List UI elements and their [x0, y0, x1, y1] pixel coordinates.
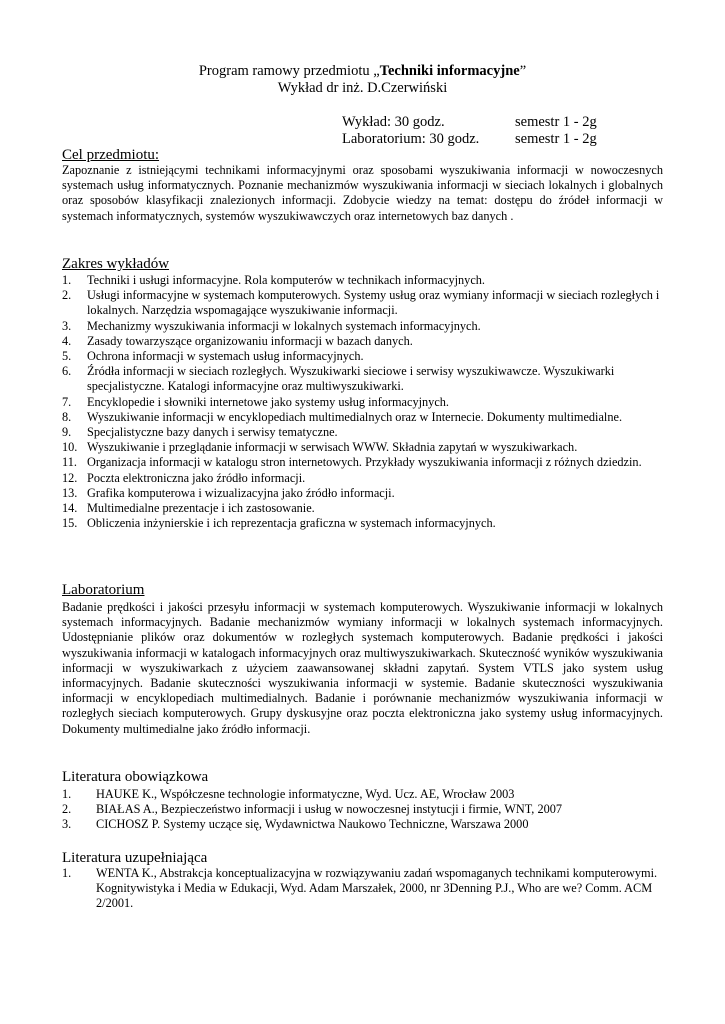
- item-number: 1.: [62, 866, 72, 880]
- item-text: Techniki i usługi informacyjne. Rola komputerów w technikach informacyjnych.: [87, 273, 485, 287]
- item-text: Multimedialne prezentacje i ich zastosowanie.: [87, 501, 315, 516]
- item-text: BIAŁAS A., Bezpieczeństwo informacji i usług w nowoczesnej instytucji i firmie, WNT, 2007: [96, 802, 563, 817]
- list-item: [62, 440, 663, 455]
- item-number: 15.: [62, 516, 78, 531]
- title-prefix: Program ramowy przedmiotu „: [198, 63, 380, 79]
- list-item: [62, 486, 663, 501]
- item-number: 3.: [62, 318, 72, 333]
- lectures-list: [62, 273, 663, 531]
- list-item: [62, 787, 663, 802]
- supplementary-literature-list: [62, 866, 663, 912]
- item-number: 12.: [62, 470, 78, 485]
- item-number: 10.: [62, 440, 78, 455]
- item-text: Encyklopedie i słowniki internetowe jako systemy usług informacyjnych.: [87, 394, 450, 409]
- item-number: 1.: [62, 787, 72, 801]
- item-number: 5.: [62, 349, 72, 364]
- list-item: [62, 349, 663, 364]
- item-text: Grafika komputerowa i wizualizacyjna jako źródło informacji.: [87, 485, 395, 500]
- lectures-heading: Zakres wykładów: [62, 256, 170, 272]
- list-item: [62, 866, 663, 912]
- list-item: [62, 395, 663, 410]
- item-number: 7.: [62, 394, 72, 409]
- item-number: 13.: [62, 485, 78, 500]
- hours-label: Wykład: 30 godz.: [342, 114, 445, 130]
- list-item: [62, 425, 663, 440]
- item-text: CICHOSZ P. Systemy uczące się, Wydawnictwa Naukowo Techniczne, Warszawa 2000: [96, 817, 529, 832]
- hours-label: Laboratorium: 30 godz.: [342, 131, 480, 147]
- item-text: Mechanizmy wyszukiwania informacji w lokalnych systemach informacyjnych.: [87, 318, 481, 333]
- item-number: 14.: [62, 501, 78, 516]
- lab-heading: Laboratorium: [62, 582, 145, 598]
- hours-row-lecture: [342, 114, 597, 131]
- hours-semester: semestr 1 - 2g: [515, 114, 597, 130]
- list-item: [62, 516, 663, 531]
- item-text: HAUKE K., Współczesne technologie informatyczne, Wyd. Ucz. AE, Wrocław 2003: [96, 787, 515, 801]
- list-item: [62, 410, 663, 425]
- item-number: 8.: [62, 409, 72, 424]
- list-item: [62, 817, 663, 832]
- item-text: Obliczenia inżynierskie i ich reprezentacja graficzna w systemach informacyjnych.: [87, 516, 496, 531]
- list-item: [62, 455, 663, 470]
- list-item: [62, 802, 663, 817]
- hours-row-lab: [342, 131, 597, 148]
- item-text: WENTA K., Abstrakcja konceptualizacyjna w rozwiązywaniu zadań wspomaganych technikami komputerowymi. Kognitywistyka i Media w Edukacji, Wyd. Adam Marszałek, 2000, nr 3Denning P.J., Who are we? Comm. ACM 2/2001.: [96, 866, 658, 911]
- item-text: Poczta elektroniczna jako źródło informacji.: [87, 470, 306, 485]
- item-number: 9.: [62, 425, 72, 440]
- required-literature-heading: Literatura obowiązkowa: [62, 769, 209, 785]
- goal-text: Zapoznanie z istniejącymi technikami informacyjnymi oraz sposobami wyszukiwania informacji w nowoczesnych systemach usług informatycznych. Poznanie mechanizmów wyszukiwania informacji w sieciach lokalnych i globalnych oraz sposobów klasyfikacji znalezionych informacji. Zdobycie wiedzy na temat: dostępu do źródeł informacji w systemach informatycznych, systemów wyszukiwawczych oraz internetowych baz danych .: [62, 163, 663, 223]
- item-number: 1.: [62, 273, 72, 287]
- list-item: [62, 471, 663, 486]
- lab-text: Badanie prędkości i jakości przesyłu informacji w systemach komputerowych. Wyszukiwanie informacji w lokalnych systemach informacyjnych. Badanie mechanizmów wymiany informacji w lokalnych systemach informacyjnych. Udostępnianie plików oraz dokumentów w rozległych systemach komputerowych. Badanie prędkości i jakości wyszukiwania informacji w katalogach informacyjnych oraz multiwyszukiwarkach. Skuteczność wyników wyszukiwania informacji w wyszukiwarkach z użyciem zaawansowanej składni zapytań. System VTLS jako system usług informacyjnych. Badanie skuteczności wyszukiwania informacji w systemie. Badanie skuteczności wyszukiwania informacji w encyklopediach multimedialnych. Badanie i porównanie mechanizmów wyszukiwania informacji w rozległych sieciach komputerowych. Grupy dyskusyjne oraz poczta elektroniczna jako systemy usług informacyjnych. Dokumenty multimedialne jako źródło informacji.: [62, 600, 663, 736]
- item-number: 2.: [62, 288, 72, 303]
- list-item: [62, 334, 663, 349]
- document-title: [0, 62, 725, 80]
- item-text: Wyszukiwanie i przeglądanie informacji w serwisach WWW. Składnia zapytań w wyszukiwarkach.: [87, 440, 578, 455]
- item-text: Organizacja informacji w katalogu stron internetowych. Przykłady wyszukiwania informacji z różnych dziedzin.: [87, 455, 642, 470]
- item-text: Specjalistyczne bazy danych i serwisy tematyczne.: [87, 425, 338, 440]
- item-text: Zasady towarzyszące organizowaniu informacji w bazach danych.: [87, 333, 413, 348]
- item-number: 2.: [62, 802, 72, 817]
- supplementary-literature-heading: Literatura uzupełniająca: [62, 850, 208, 866]
- item-text: Usługi informacyjne w systemach komputerowych. Systemy usług oraz wymiany informacji w sieciach rozległych i lokalnych. Narzędzia wspomagające wyszukiwanie informacji.: [87, 288, 660, 318]
- list-item: [62, 273, 663, 288]
- item-text: Wyszukiwanie informacji w encyklopediach multimedialnych oraz w Internecie. Dokumenty multimedialne.: [87, 409, 623, 424]
- title-suffix: ”: [519, 63, 527, 79]
- required-literature-list: [62, 787, 663, 833]
- item-text: Ochrona informacji w systemach usług informacyjnych.: [87, 349, 364, 364]
- lecturer-line: Wykład dr inż. D.Czerwiński: [277, 80, 448, 96]
- goal-heading: Cel przedmiotu:: [62, 147, 160, 163]
- item-number: 6.: [62, 364, 72, 379]
- item-number: 3.: [62, 817, 72, 832]
- item-number: 11.: [62, 455, 77, 470]
- list-item: [62, 319, 663, 334]
- list-item: [62, 364, 663, 394]
- list-item: [62, 501, 663, 516]
- hours-semester: semestr 1 - 2g: [515, 131, 597, 147]
- course-name: Techniki informacyjne: [379, 63, 520, 79]
- item-number: 4.: [62, 333, 72, 348]
- list-item: [62, 288, 663, 318]
- item-text: Źródła informacji w sieciach rozległych. Wyszukiwarki sieciowe i serwisy wyszukiwawcze. Wyszukiwarki specjalistyczne. Katalogi informacyjne oraz multiwyszukiwarki.: [87, 364, 615, 394]
